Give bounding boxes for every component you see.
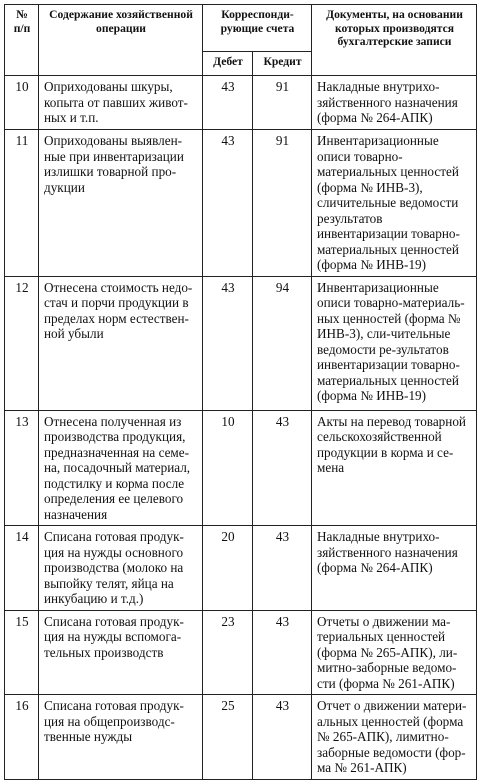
table-row — [5, 276, 477, 410]
row-docs: Накладные внутрихо-зяйственного назначения (форма № 264-АПК) — [312, 76, 477, 130]
row-credit: 43 — [253, 695, 312, 780]
row-debit: 43 — [203, 76, 253, 130]
row-content: Оприходованы выявлен-ные при инвентаризации излишки товарной про-дукции — [39, 130, 203, 277]
row-credit: 91 — [253, 130, 312, 277]
header-accounts: Корреспонди-рующие счета — [203, 5, 312, 52]
row-debit: 43 — [203, 130, 253, 277]
row-content: Списана готовая продук-ция на общепроизводс-твенные нужды — [39, 695, 203, 780]
row-docs: Накладные внутрихо-зяйственного назначения (форма № 264-АПК) — [312, 526, 477, 611]
row-num: 14 — [5, 526, 39, 611]
row-docs: Инвентаризационные описи товарно-материаль-ных ценностей (форма № ИНВ-3), сли-чительные ведомости ре-зультатов инвентаризации товарно-материальных ценностей (форма № ИНВ-19) — [312, 276, 477, 410]
row-credit: 94 — [253, 276, 312, 410]
row-debit: 43 — [203, 276, 253, 410]
row-debit: 25 — [203, 695, 253, 780]
row-credit: 91 — [253, 76, 312, 130]
row-debit: 10 — [203, 410, 253, 526]
row-credit: 43 — [253, 610, 312, 695]
row-credit: 43 — [253, 526, 312, 611]
row-credit: 43 — [253, 410, 312, 526]
row-content: Отнесена полученная из производства продукция, предназначенная на семе-на, посадочный материал, подстилку и корма после определения ее целевого назначения — [39, 410, 203, 526]
row-debit: 23 — [203, 610, 253, 695]
header-debit: Дебет — [203, 52, 253, 76]
row-num: 16 — [5, 695, 39, 780]
row-docs: Акты на перевод товарной сельскохозяйственной продукции в корма и се-мена — [312, 410, 477, 526]
header-docs: Документы, на основании которых производятся бухгалтерские записи — [312, 5, 477, 76]
row-docs: Отчет о движении матери-альных ценностей (форма № 265-АПК), лимитно-заборные ведомости (фор-ма № 261-АПК) — [312, 695, 477, 780]
row-docs: Отчеты о движении ма-териальных ценностей (форма № 265-АПК), ли-митно-заборные ведомо-сти (форма № 261-АПК) — [312, 610, 477, 695]
table-row — [5, 410, 477, 526]
header-content: Содержание хозяйственной операции — [39, 5, 203, 76]
header-num: № п/п — [5, 5, 39, 76]
row-num: 10 — [5, 76, 39, 130]
row-content: Оприходованы шкуры, копыта от павших живот-ных и т.п. — [39, 76, 203, 130]
row-num: 13 — [5, 410, 39, 526]
table-row — [5, 695, 477, 780]
accounting-table — [4, 4, 477, 780]
row-num: 15 — [5, 610, 39, 695]
row-num: 11 — [5, 130, 39, 277]
row-debit: 20 — [203, 526, 253, 611]
header-credit: Кредит — [253, 52, 312, 76]
table-row — [5, 526, 477, 611]
row-content: Отнесена стоимость недо-стач и порчи продукции в пределах норм естествен-ной убыли — [39, 276, 203, 410]
row-content: Списана готовая продук-ция на нужды основного производства (молоко на выпойку телят, яйца на инкубацию и т.д.) — [39, 526, 203, 611]
table-row — [5, 130, 477, 277]
row-num: 12 — [5, 276, 39, 410]
table-row — [5, 610, 477, 695]
row-content: Списана готовая продук-ция на нужды вспомога-тельных производств — [39, 610, 203, 695]
table-row — [5, 76, 477, 130]
row-docs: Инвентаризационные описи товарно-материальных ценностей (форма № ИНВ-3), сличительные ведомости результатов инвентаризации товарно-материальных ценностей (форма № ИНВ-19) — [312, 130, 477, 277]
